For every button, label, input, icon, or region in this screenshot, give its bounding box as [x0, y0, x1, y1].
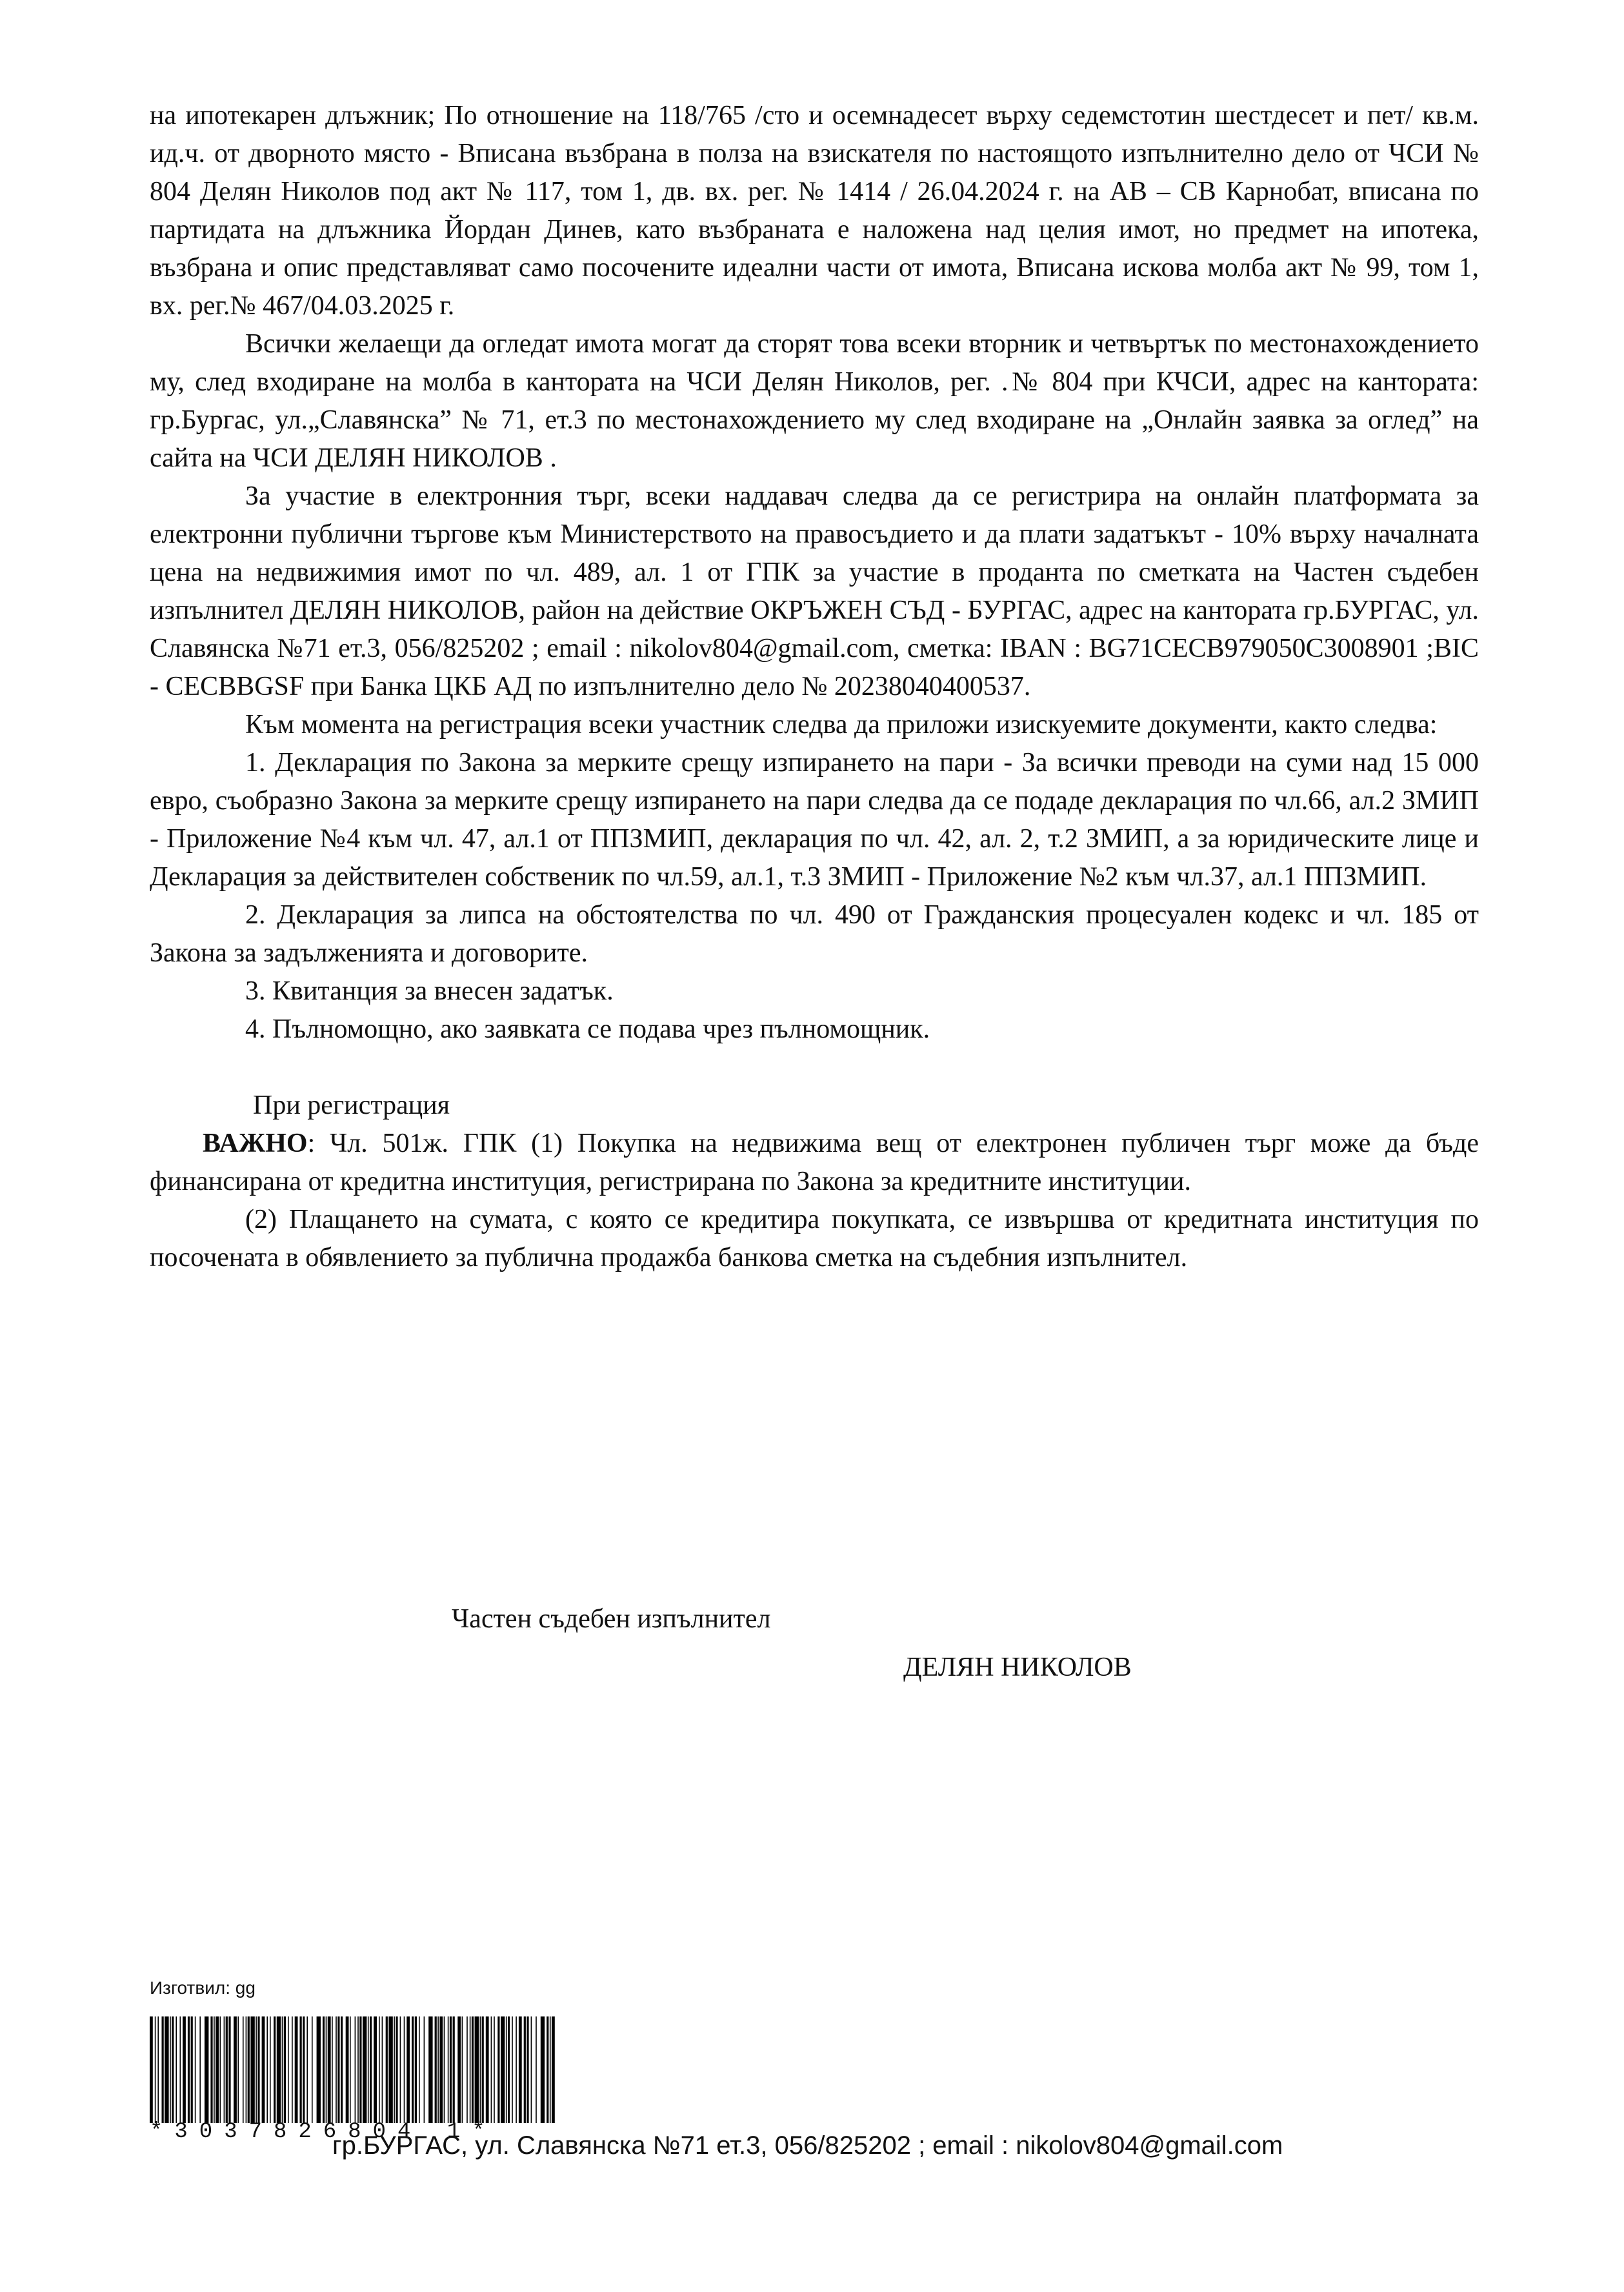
barcode-bar: [404, 2016, 405, 2123]
barcode-bar: [424, 2016, 425, 2123]
barcode-bar: [531, 2016, 532, 2123]
barcode-bar: [444, 2016, 445, 2123]
barcode-bar: [379, 2016, 380, 2123]
barcode-bar: [448, 2016, 449, 2123]
barcode-bar: [519, 2016, 522, 2123]
barcode-bar: [257, 2016, 259, 2123]
barcode-bar: [412, 2016, 414, 2123]
barcode-bar: [526, 2016, 528, 2123]
signature-name: ДЕЛЯН НИКОЛОВ: [903, 1653, 1132, 1682]
barcode-bar: [394, 2016, 395, 2123]
barcode-bar: [228, 2016, 230, 2123]
list-item-declaration-circumstances: 2. Декларация за липса на обстоятелства по чл. 490 от Гражданския процесуален кодекс и чл. 185 от Закона за задълженията и договорите.: [150, 900, 1479, 968]
barcode-bar: [292, 2016, 293, 2123]
barcode-bar: [172, 2016, 174, 2123]
barcode-bar: [188, 2016, 190, 2123]
barcode-bar: [491, 2016, 492, 2123]
barcode-bar: [396, 2016, 397, 2123]
paragraph-viewing: Всички желаещи да огледат имота могат да сторят това всеки вторник и четвъртък по местонахождението му, след входиране на молба в кантората на ЧСИ Делян Николов, рег. .№ 804 при КЧСИ, адрес на кантората: гр.Бургас, ул.„Славянска” № 71, ет.3 по местонахождението му след входиране на „Онлайн заявка за оглед” на сайта на ЧСИ ДЕЛЯН НИКОЛОВ .: [150, 329, 1479, 473]
list-item-receipt: 3. Квитанция за внесен задатък.: [245, 976, 614, 1006]
barcode-bar: [220, 2016, 221, 2123]
barcode-bar: [300, 2016, 302, 2123]
barcode-bar: [248, 2016, 250, 2123]
barcode-bar: [355, 2016, 356, 2123]
barcode-bar: [450, 2016, 452, 2123]
barcode-bar: [400, 2016, 401, 2123]
barcode-bar: [550, 2016, 551, 2123]
barcode-bar: [437, 2016, 439, 2123]
barcode-bar: [234, 2016, 237, 2123]
barcode-bar: [382, 2016, 383, 2123]
barcode-bar: [306, 2016, 308, 2123]
barcode-bar: [256, 2016, 257, 2123]
barcode-bar: [246, 2016, 247, 2123]
barcode-bar: [552, 2016, 555, 2123]
important-label: ВАЖНО: [203, 1129, 308, 1158]
barcode-bar: [368, 2016, 369, 2123]
barcode-bar: [524, 2016, 526, 2123]
barcode-bar: [303, 2016, 305, 2123]
barcode-bar: [508, 2016, 510, 2123]
barcode-bar: [388, 2016, 392, 2123]
barcode-bar: [462, 2016, 463, 2123]
barcode-bar: [155, 2016, 156, 2123]
barcode-bar: [326, 2016, 327, 2123]
paragraph-documents: Към момента на регистрация всеки участник следва да приложи изискуемите документи, както следва:: [245, 710, 1438, 739]
list-item-declaration-aml: 1. Декларация по Закона за мерките срещу изпирането на пари - За всички преводи на суми над 15 000 евро, съобразно Закона за мерките срещу изпирането на пари следва да се подаде декларация по чл.66, ал.2 ЗМИП - Приложение №4 към чл. 47, ал.1 от ППЗМИП, декларация по чл. 42, ал. 2, т.2 ЗМИП, а за юридическите лице и Декларация за действителен собственик по чл.59, ал.1, т.3 ЗМИП - Приложение №2 към чл.37, ал.1 ППЗМИП.: [150, 748, 1479, 892]
list-item-power-of-attorney: 4. Пълномощно, ако заявката се подава чрез пълномощник.: [245, 1014, 930, 1044]
barcode-bar: [262, 2016, 265, 2123]
barcode-bar: [191, 2016, 193, 2123]
barcode-bar: [332, 2016, 333, 2123]
barcode-bar: [480, 2016, 481, 2123]
barcode-bar: [482, 2016, 484, 2123]
barcode-digits: *3037826804 1*: [150, 2120, 497, 2144]
barcode-bar: [237, 2016, 239, 2123]
barcode-bar: [323, 2016, 325, 2123]
barcode-bar: [250, 2016, 254, 2123]
barcode-bar: [536, 2016, 537, 2123]
barcode-bar: [162, 2016, 164, 2123]
barcode-bar: [516, 2016, 517, 2123]
barcode-bar: [175, 2016, 177, 2123]
barcode-bar: [288, 2016, 289, 2123]
barcode-bar: [512, 2016, 513, 2123]
barcode-bar: [359, 2016, 361, 2123]
barcode-bar: [226, 2016, 228, 2123]
barcode-bar: [453, 2016, 455, 2123]
barcode-bar: [363, 2016, 366, 2123]
barcode-bar: [224, 2016, 225, 2123]
barcode-bar: [284, 2016, 286, 2123]
barcode-bar: [386, 2016, 388, 2123]
barcode-bar: [501, 2016, 505, 2123]
barcode-bar: [546, 2016, 548, 2123]
barcode-bar: [419, 2016, 420, 2123]
barcode-bar: [486, 2016, 489, 2123]
barcode-bar: [337, 2016, 339, 2123]
barcode-bar: [210, 2016, 212, 2123]
barcode-bar: [317, 2016, 321, 2123]
important-text: : Чл. 501ж. ГПК (1) Покупка на недвижима вещ от електронен публичен търг може да бъде финансирана от кредитна институция, регистрирана по Закона за кредитните институции.: [150, 1129, 1479, 1196]
paragraph-mortgage: на ипотекарен длъжник; По отношение на 118/765 /сто и осемнадесет върху седемстотин шестдесет и пет/ кв.м. ид.ч. от дворното място - Вписана възбрана в полза на взискателя по настоящото изпълнително дело от ЧСИ № 804 Делян Николов под акт № 117, том 1, дв. вх. рег. № 1414 / 26.04.2024 г. на АВ – СВ Карнобат, вписана по партидата на длъжника Йордан Динев, като възбраната е наложена над целия имот, но предмет на ипотека, възбрана и опис представляват само посочените идеални части от имота, Вписана искова молба акт № 99, том 1, вх. рег.№ 467/04.03.2025 г.: [150, 101, 1479, 321]
barcode-bar: [277, 2016, 281, 2123]
barcode-bar: [541, 2016, 545, 2123]
barcode-bar: [415, 2016, 417, 2123]
barcode-bar: [506, 2016, 507, 2123]
barcode-bar: [216, 2016, 219, 2123]
barcode-bar: [243, 2016, 244, 2123]
barcode-bar: [199, 2016, 201, 2123]
barcode-bar: [214, 2016, 215, 2123]
document-body: [150, 97, 1479, 1277]
barcode-bar: [150, 2016, 153, 2123]
barcode-bar: [497, 2016, 499, 2123]
barcode-bar: [428, 2016, 432, 2123]
barcode-bar: [475, 2016, 479, 2123]
barcode-bar: [282, 2016, 283, 2123]
barcode-bar: [457, 2016, 461, 2123]
barcode-bar: [183, 2016, 186, 2123]
barcode-bar: [350, 2016, 351, 2123]
barcode-bar: [466, 2016, 468, 2123]
footer-address: гр.БУРГАС, ул. Славянска №71 ет.3, 056/825202 ; email : nikolov804@gmail.com: [332, 2131, 1283, 2160]
signature-title: Частен съдебен изпълнител: [452, 1604, 771, 1634]
important-paragraph: [150, 1125, 1479, 1201]
barcode-bar: [165, 2016, 168, 2123]
barcode-bar: [157, 2016, 159, 2123]
barcode-bar: [180, 2016, 181, 2123]
barcode-bar: [274, 2016, 276, 2123]
barcode-bar: [406, 2016, 410, 2123]
barcode-bar: [266, 2016, 268, 2123]
barcode-bar: [205, 2016, 208, 2123]
barcode-bar: [328, 2016, 331, 2123]
barcode-bar: [341, 2016, 343, 2123]
barcode-bar: [470, 2016, 471, 2123]
barcode-bar: [336, 2016, 337, 2123]
paragraph-auction: За участие в електронния търг, всеки наддавач следва да се регистрира на онлайн платформата за електронни публични търгове към Министерството на правосъдието и да плати задатъкът - 10% върху началната цена на недвижимия имот по чл. 489, ал. 1 от ГПК за участие в проданта по сметката на Частен съдебен изпълнител ДЕЛЯН НИКОЛОВ, район на действие ОКРЪЖЕН СЪД - БУРГАС, адрес на кантората гр.БУРГАС, ул. Славянска №71 ет.3, 056/825202 ; email : nikolov804@gmail.com, сметка: IBAN : BG71CECB979050C3008901 ;BIC - CECBBGSF при Банка ЦКБ АД по изпълнително дело № 20238040400537.: [150, 481, 1479, 701]
important-paragraph-2: (2) Плащането на сумата, с която се кредитира покупката, се извършва от кредитната институция по посочената в обявлението за публична продажба банкова сметка на съдебния изпълнител.: [150, 1205, 1479, 1272]
prepared-by: Изготвил: gg: [150, 1978, 256, 1998]
barcode-bar: [270, 2016, 271, 2123]
barcode-bar: [295, 2016, 298, 2123]
barcode-bar: [357, 2016, 359, 2123]
barcode-bar: [435, 2016, 437, 2123]
barcode-bar: [374, 2016, 377, 2123]
barcode-bar: [170, 2016, 171, 2123]
barcode-bar: [195, 2016, 196, 2123]
barcode-bar: [472, 2016, 474, 2123]
barcode: [150, 2016, 556, 2123]
barcode-bar: [439, 2016, 443, 2123]
barcode-bar: [494, 2016, 495, 2123]
barcode-bar: [370, 2016, 372, 2123]
barcode-bar: [346, 2016, 349, 2123]
registration-heading: При регистрация: [253, 1091, 450, 1120]
barcode-bar: [312, 2016, 313, 2123]
